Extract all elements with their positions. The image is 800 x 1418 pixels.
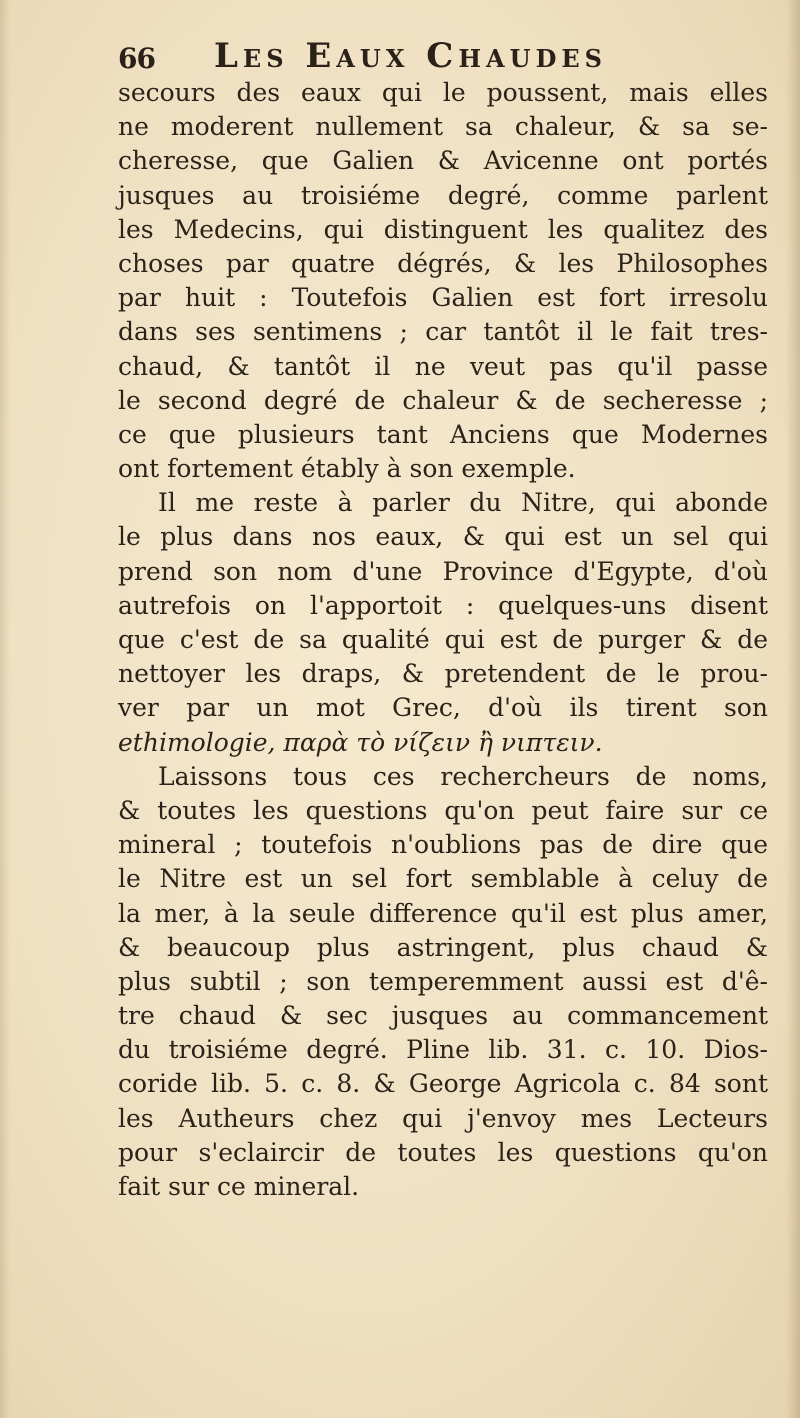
text-line: que c'est de sa qualité qui est de purger & de	[118, 625, 768, 654]
text-line: ethimologie, παρὰ τὸ νίζειν ἢ νιπτειν.	[118, 727, 603, 757]
text-line: le Nitre est un sel fort semblable à celuy de	[118, 864, 768, 894]
text-line: ne moderent nullement sa chaleur, & sa se-	[118, 112, 768, 142]
page-number: 66	[118, 42, 155, 75]
text-line: ver par un mot Grec, d'où ils tirent son	[118, 693, 768, 723]
text-line: secours des eaux qui le poussent, mais elles	[118, 78, 768, 107]
text-line: cheresse, que Galien & Avicenne ont portés	[118, 146, 768, 176]
text-line: & beaucoup plus astringent, plus chaud &	[118, 932, 768, 962]
text-line: dans ses sentimens ; car tantôt il le fait tres-	[118, 317, 768, 347]
text-line: pour s'eclaircir de toutes les questions qu'on	[118, 1137, 768, 1167]
text-line: ont fortement étably à son exemple.	[118, 454, 576, 484]
text-line: plus subtil ; son temperemment aussi est d'ê-	[118, 966, 768, 996]
text-line: nettoyer les draps, & pretendent de le prou-	[118, 659, 768, 689]
body-text	[118, 76, 768, 1204]
text-line: les Medecins, qui distinguent les qualitez des	[118, 214, 768, 244]
text-line: choses par quatre dégrés, & les Philosophes	[118, 248, 768, 278]
text-line: mineral ; toutefois n'oublions pas de dire que	[118, 830, 768, 860]
text-line: & toutes les questions qu'on peut faire sur ce	[118, 795, 768, 825]
running-title: Les Eaux Chaudes	[214, 36, 608, 76]
text-line: autrefois on l'apportoit : quelques-uns disent	[118, 590, 768, 620]
page-gutter-shadow	[0, 0, 10, 1418]
text-line: prend son nom d'une Province d'Egypte, d'où	[118, 556, 768, 586]
text-line: par huit : Toutefois Galien est fort irresolu	[118, 283, 768, 313]
text-line: du troisiéme degré. Pline lib. 31. c. 10. Dios-	[118, 1035, 768, 1065]
text-line: les Autheurs chez qui j'envoy mes Lecteurs	[118, 1103, 768, 1133]
text-line: fait sur ce mineral.	[118, 1172, 360, 1201]
text-line: le second degré de chaleur & de secheresse ;	[118, 385, 768, 415]
text-line: Il me reste à parler du Nitre, qui abonde	[158, 488, 768, 518]
text-line: jusques au troisiéme degré, comme parlent	[118, 180, 768, 210]
page-edge-shadow	[786, 0, 800, 1418]
text-line: Laissons tous ces rechercheurs de noms,	[158, 761, 768, 791]
text-line: le plus dans nos eaux, & qui est un sel qui	[118, 522, 768, 552]
text-line: ce que plusieurs tant Anciens que Modernes	[118, 419, 768, 449]
text-line: la mer, à la seule difference qu'il est plus amer,	[118, 898, 768, 928]
text-line: coride lib. 5. c. 8. & George Agricola c. 84 sont	[118, 1069, 768, 1099]
text-line: tre chaud & sec jusques au commancement	[118, 1001, 768, 1031]
page-header	[118, 28, 768, 80]
text-line: chaud, & tantôt il ne veut pas qu'il passe	[118, 351, 768, 381]
